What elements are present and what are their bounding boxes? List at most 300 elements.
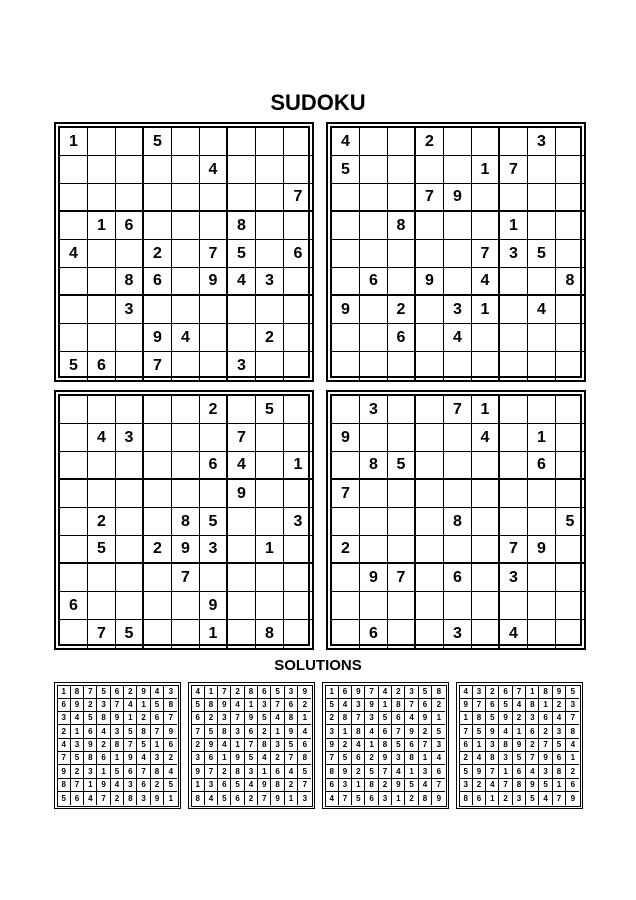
solution-given-cell: 9 [231, 752, 244, 765]
puzzle-empty-cell[interactable] [284, 212, 312, 240]
puzzle-empty-cell[interactable] [172, 452, 200, 480]
puzzle-empty-cell[interactable] [556, 452, 584, 480]
puzzle-given-cell: 3 [228, 352, 256, 380]
puzzle-given-cell: 6 [284, 240, 312, 268]
puzzle-empty-cell[interactable] [416, 536, 444, 564]
puzzle-empty-cell[interactable] [172, 592, 200, 620]
puzzle-empty-cell[interactable] [388, 508, 416, 536]
solution-given-cell: 1 [473, 739, 486, 752]
puzzle-empty-cell[interactable] [416, 324, 444, 352]
solution-given-cell: 6 [432, 765, 445, 778]
puzzle-empty-cell[interactable] [144, 480, 172, 508]
puzzle-empty-cell[interactable] [200, 424, 228, 452]
puzzle-empty-cell[interactable] [556, 184, 584, 212]
puzzle-empty-cell[interactable] [556, 296, 584, 324]
puzzle-given-cell: 6 [360, 268, 388, 296]
puzzle-empty-cell[interactable] [60, 452, 88, 480]
puzzle-empty-cell[interactable] [528, 620, 556, 648]
puzzle-empty-cell[interactable] [500, 268, 528, 296]
solution-given-cell: 2 [499, 792, 512, 805]
puzzle-empty-cell[interactable] [556, 536, 584, 564]
puzzle-given-cell: 9 [228, 480, 256, 508]
puzzle-empty-cell[interactable] [444, 268, 472, 296]
puzzle-empty-cell[interactable] [360, 508, 388, 536]
solution-given-cell: 8 [151, 765, 164, 778]
puzzle-empty-cell[interactable] [556, 424, 584, 452]
puzzle-empty-cell[interactable] [60, 268, 88, 296]
puzzle-empty-cell[interactable] [116, 352, 144, 380]
puzzle-empty-cell[interactable] [388, 352, 416, 380]
puzzle-empty-cell[interactable] [360, 240, 388, 268]
puzzle-empty-cell[interactable] [172, 480, 200, 508]
puzzle-empty-cell[interactable] [500, 424, 528, 452]
puzzle-empty-cell[interactable] [60, 536, 88, 564]
puzzle-empty-cell[interactable] [172, 424, 200, 452]
solution-given-cell: 1 [192, 779, 205, 792]
puzzle-empty-cell[interactable] [144, 424, 172, 452]
puzzle-empty-cell[interactable] [256, 128, 284, 156]
puzzle-empty-cell[interactable] [228, 184, 256, 212]
puzzle-empty-cell[interactable] [360, 296, 388, 324]
puzzle-empty-cell[interactable] [472, 480, 500, 508]
puzzle-empty-cell[interactable] [528, 564, 556, 592]
puzzle-empty-cell[interactable] [500, 508, 528, 536]
puzzle-empty-cell[interactable] [360, 212, 388, 240]
puzzle-empty-cell[interactable] [388, 184, 416, 212]
puzzle-empty-cell[interactable] [332, 592, 360, 620]
puzzle-empty-cell[interactable] [528, 184, 556, 212]
solution-given-cell: 7 [339, 792, 352, 805]
puzzle-empty-cell[interactable] [444, 352, 472, 380]
solution-given-cell: 1 [124, 712, 137, 725]
puzzle-empty-cell[interactable] [60, 296, 88, 324]
solution-given-cell: 6 [58, 699, 71, 712]
puzzle-given-cell: 7 [500, 156, 528, 184]
puzzle-empty-cell[interactable] [472, 508, 500, 536]
puzzle-empty-cell[interactable] [116, 452, 144, 480]
puzzle-empty-cell[interactable] [388, 536, 416, 564]
puzzle-empty-cell[interactable] [228, 128, 256, 156]
puzzle-given-cell: 5 [528, 240, 556, 268]
solution-given-cell: 1 [258, 765, 271, 778]
solution-given-cell: 4 [553, 712, 566, 725]
puzzle-empty-cell[interactable] [144, 508, 172, 536]
puzzle-empty-cell[interactable] [200, 128, 228, 156]
puzzle-empty-cell[interactable] [444, 240, 472, 268]
puzzle-empty-cell[interactable] [416, 592, 444, 620]
puzzle-empty-cell[interactable] [528, 508, 556, 536]
puzzle-empty-cell[interactable] [200, 184, 228, 212]
puzzle-empty-cell[interactable] [144, 564, 172, 592]
puzzle-empty-cell[interactable] [284, 424, 312, 452]
puzzle-empty-cell[interactable] [256, 156, 284, 184]
puzzle-empty-cell[interactable] [416, 424, 444, 452]
puzzle-empty-cell[interactable] [500, 452, 528, 480]
solution-given-cell: 1 [499, 765, 512, 778]
solution-given-cell: 3 [460, 779, 473, 792]
puzzle-given-cell: 8 [556, 268, 584, 296]
solution-given-cell: 2 [352, 765, 365, 778]
solution-given-cell: 5 [553, 739, 566, 752]
puzzle-given-cell: 1 [256, 536, 284, 564]
puzzle-empty-cell[interactable] [332, 212, 360, 240]
puzzle-empty-cell[interactable] [256, 352, 284, 380]
puzzle-given-cell: 7 [172, 564, 200, 592]
puzzle-empty-cell[interactable] [388, 268, 416, 296]
puzzle-empty-cell[interactable] [416, 240, 444, 268]
puzzle-empty-cell[interactable] [416, 452, 444, 480]
puzzle-empty-cell[interactable] [172, 296, 200, 324]
solution-given-cell: 4 [245, 779, 258, 792]
puzzle-empty-cell[interactable] [256, 424, 284, 452]
puzzle-empty-cell[interactable] [556, 592, 584, 620]
puzzle-empty-cell[interactable] [332, 508, 360, 536]
puzzle-empty-cell[interactable] [228, 396, 256, 424]
puzzle-empty-cell[interactable] [284, 564, 312, 592]
puzzle-empty-cell[interactable] [144, 212, 172, 240]
puzzle-empty-cell[interactable] [472, 352, 500, 380]
puzzle-empty-cell[interactable] [284, 480, 312, 508]
solution-given-cell: 3 [205, 779, 218, 792]
puzzle-empty-cell[interactable] [556, 396, 584, 424]
puzzle-empty-cell[interactable] [500, 592, 528, 620]
solution-given-cell: 4 [460, 686, 473, 699]
solution-given-cell: 5 [245, 752, 258, 765]
puzzle-empty-cell[interactable] [416, 212, 444, 240]
puzzle-empty-cell[interactable] [472, 128, 500, 156]
puzzle-empty-cell[interactable] [60, 424, 88, 452]
solution-given-cell: 6 [352, 752, 365, 765]
puzzle-empty-cell[interactable] [144, 592, 172, 620]
puzzle-empty-cell[interactable] [228, 592, 256, 620]
puzzle-empty-cell[interactable] [172, 212, 200, 240]
puzzle-empty-cell[interactable] [144, 396, 172, 424]
solution-given-cell: 1 [460, 712, 473, 725]
puzzle-empty-cell[interactable] [144, 620, 172, 648]
puzzle-given-cell: 4 [444, 324, 472, 352]
puzzle-empty-cell[interactable] [360, 592, 388, 620]
puzzle-empty-cell[interactable] [556, 128, 584, 156]
puzzle-empty-cell[interactable] [500, 324, 528, 352]
puzzle-empty-cell[interactable] [528, 268, 556, 296]
puzzle-empty-cell[interactable] [172, 396, 200, 424]
puzzle-empty-cell[interactable] [332, 352, 360, 380]
puzzle-empty-cell[interactable] [256, 508, 284, 536]
puzzle-empty-cell[interactable] [284, 128, 312, 156]
puzzle-empty-cell[interactable] [360, 184, 388, 212]
puzzle-empty-cell[interactable] [416, 508, 444, 536]
puzzle-empty-cell[interactable] [388, 480, 416, 508]
solution-given-cell: 9 [258, 779, 271, 792]
puzzle-empty-cell[interactable] [60, 564, 88, 592]
puzzle-empty-cell[interactable] [284, 536, 312, 564]
puzzle-empty-cell[interactable] [256, 296, 284, 324]
puzzle-empty-cell[interactable] [172, 128, 200, 156]
puzzle-empty-cell[interactable] [444, 128, 472, 156]
puzzle-empty-cell[interactable] [556, 212, 584, 240]
puzzle-empty-cell[interactable] [556, 240, 584, 268]
puzzle-empty-cell[interactable] [144, 452, 172, 480]
puzzle-given-cell: 7 [416, 184, 444, 212]
puzzle-empty-cell[interactable] [256, 452, 284, 480]
puzzle-empty-cell[interactable] [472, 324, 500, 352]
puzzle-empty-cell[interactable] [388, 620, 416, 648]
puzzle-given-cell: 4 [60, 240, 88, 268]
puzzle-empty-cell[interactable] [116, 536, 144, 564]
solution-given-cell: 4 [285, 765, 298, 778]
puzzle-empty-cell[interactable] [88, 452, 116, 480]
puzzle-empty-cell[interactable] [360, 424, 388, 452]
puzzle-empty-cell[interactable] [256, 212, 284, 240]
puzzle-given-cell: 7 [444, 396, 472, 424]
puzzle-empty-cell[interactable] [556, 480, 584, 508]
puzzle-given-cell: 8 [116, 268, 144, 296]
solution-given-cell: 9 [151, 792, 164, 805]
solution-given-cell: 9 [553, 686, 566, 699]
puzzle-empty-cell[interactable] [360, 352, 388, 380]
puzzle-empty-cell[interactable] [444, 212, 472, 240]
puzzle-empty-cell[interactable] [144, 184, 172, 212]
puzzle-empty-cell[interactable] [416, 480, 444, 508]
puzzle-empty-cell[interactable] [556, 156, 584, 184]
puzzle-empty-cell[interactable] [116, 240, 144, 268]
puzzle-given-cell: 5 [228, 240, 256, 268]
puzzle-empty-cell[interactable] [116, 508, 144, 536]
puzzle-empty-cell[interactable] [444, 480, 472, 508]
puzzle-given-cell: 6 [360, 620, 388, 648]
puzzle-empty-cell[interactable] [360, 128, 388, 156]
puzzle-empty-cell[interactable] [284, 156, 312, 184]
puzzle-empty-cell[interactable] [200, 352, 228, 380]
solution-given-cell: 3 [566, 699, 579, 712]
puzzle-empty-cell[interactable] [472, 564, 500, 592]
puzzle-empty-cell[interactable] [472, 452, 500, 480]
puzzle-empty-cell[interactable] [60, 620, 88, 648]
puzzle-empty-cell[interactable] [200, 480, 228, 508]
puzzle-empty-cell[interactable] [284, 296, 312, 324]
puzzle-given-cell: 3 [360, 396, 388, 424]
puzzle-empty-cell[interactable] [88, 480, 116, 508]
puzzle-empty-cell[interactable] [60, 324, 88, 352]
puzzle-empty-cell[interactable] [116, 396, 144, 424]
puzzle-empty-cell[interactable] [556, 620, 584, 648]
puzzle-empty-cell[interactable] [88, 240, 116, 268]
puzzle-empty-cell[interactable] [360, 156, 388, 184]
puzzle-empty-cell[interactable] [200, 296, 228, 324]
puzzle-empty-cell[interactable] [444, 424, 472, 452]
solution-given-cell: 9 [58, 765, 71, 778]
puzzle-empty-cell[interactable] [500, 396, 528, 424]
puzzle-empty-cell[interactable] [360, 536, 388, 564]
puzzle-empty-cell[interactable] [388, 156, 416, 184]
solution-given-cell: 6 [392, 712, 405, 725]
puzzle-empty-cell[interactable] [284, 620, 312, 648]
puzzle-empty-cell[interactable] [228, 508, 256, 536]
puzzle-empty-cell[interactable] [416, 352, 444, 380]
puzzle-empty-cell[interactable] [388, 128, 416, 156]
solution-given-cell: 8 [71, 686, 84, 699]
puzzle-given-cell: 4 [200, 156, 228, 184]
puzzle-given-cell: 2 [144, 536, 172, 564]
puzzle-empty-cell[interactable] [116, 128, 144, 156]
solution-given-cell: 3 [111, 725, 124, 738]
puzzle-empty-cell[interactable] [528, 396, 556, 424]
puzzle-empty-cell[interactable] [388, 592, 416, 620]
puzzle-empty-cell[interactable] [228, 324, 256, 352]
puzzle-empty-cell[interactable] [172, 156, 200, 184]
solution-given-cell: 8 [526, 699, 539, 712]
puzzle-empty-cell[interactable] [472, 620, 500, 648]
puzzle-empty-cell[interactable] [172, 352, 200, 380]
puzzle-empty-cell[interactable] [284, 352, 312, 380]
puzzle-empty-cell[interactable] [88, 396, 116, 424]
puzzle-empty-cell[interactable] [228, 620, 256, 648]
puzzle-empty-cell[interactable] [500, 184, 528, 212]
puzzle-empty-cell[interactable] [144, 156, 172, 184]
puzzle-empty-cell[interactable] [256, 564, 284, 592]
solution-given-cell: 5 [151, 699, 164, 712]
puzzle-empty-cell[interactable] [444, 592, 472, 620]
puzzle-empty-cell[interactable] [60, 396, 88, 424]
puzzle-empty-cell[interactable] [284, 268, 312, 296]
puzzle-given-cell: 1 [60, 128, 88, 156]
puzzle-empty-cell[interactable] [500, 352, 528, 380]
puzzle-empty-cell[interactable] [228, 536, 256, 564]
puzzle-empty-cell[interactable] [388, 240, 416, 268]
puzzle-empty-cell[interactable] [256, 240, 284, 268]
solution-given-cell: 7 [539, 739, 552, 752]
puzzle-empty-cell[interactable] [388, 424, 416, 452]
solution-given-cell: 3 [419, 765, 432, 778]
puzzle-empty-cell[interactable] [332, 184, 360, 212]
puzzle-empty-cell[interactable] [332, 324, 360, 352]
puzzle-empty-cell[interactable] [88, 592, 116, 620]
puzzle-empty-cell[interactable] [88, 268, 116, 296]
puzzle-empty-cell[interactable] [416, 564, 444, 592]
puzzle-empty-cell[interactable] [388, 396, 416, 424]
puzzle-empty-cell[interactable] [500, 480, 528, 508]
puzzle-empty-cell[interactable] [332, 240, 360, 268]
puzzle-empty-cell[interactable] [116, 564, 144, 592]
puzzle-empty-cell[interactable] [332, 452, 360, 480]
puzzle-empty-cell[interactable] [500, 296, 528, 324]
puzzle-empty-cell[interactable] [556, 324, 584, 352]
puzzle-empty-cell[interactable] [472, 592, 500, 620]
puzzle-empty-cell[interactable] [444, 536, 472, 564]
puzzle-empty-cell[interactable] [60, 508, 88, 536]
solution-given-cell: 1 [168, 793, 174, 803]
puzzle-empty-cell[interactable] [200, 212, 228, 240]
puzzle-empty-cell[interactable] [60, 184, 88, 212]
solution-given-cell: 6 [71, 792, 84, 805]
puzzle-empty-cell[interactable] [60, 212, 88, 240]
puzzle-empty-cell[interactable] [284, 396, 312, 424]
puzzle-given-cell: 5 [256, 396, 284, 424]
puzzle-given-cell: 4 [88, 424, 116, 452]
puzzle-empty-cell[interactable] [416, 296, 444, 324]
puzzle-empty-cell[interactable] [528, 156, 556, 184]
puzzle-empty-cell[interactable] [88, 324, 116, 352]
puzzle-empty-cell[interactable] [60, 480, 88, 508]
puzzle-empty-cell[interactable] [500, 128, 528, 156]
solution-given-cell: 3 [352, 699, 365, 712]
puzzle-empty-cell[interactable] [444, 156, 472, 184]
puzzle-empty-cell[interactable] [472, 212, 500, 240]
puzzle-empty-cell[interactable] [444, 452, 472, 480]
puzzle-empty-cell[interactable] [200, 324, 228, 352]
puzzle-given-cell: 9 [528, 536, 556, 564]
puzzle-empty-cell[interactable] [284, 324, 312, 352]
puzzle-empty-cell[interactable] [172, 620, 200, 648]
puzzle-empty-cell[interactable] [116, 156, 144, 184]
solution-given-cell: 9 [205, 739, 218, 752]
puzzle-empty-cell[interactable] [528, 592, 556, 620]
puzzle-empty-cell[interactable] [116, 592, 144, 620]
puzzle-empty-cell[interactable] [172, 268, 200, 296]
puzzle-empty-cell[interactable] [332, 396, 360, 424]
puzzle-empty-cell[interactable] [88, 184, 116, 212]
solution-3 [322, 682, 449, 809]
puzzle-empty-cell[interactable] [60, 156, 88, 184]
puzzle-empty-cell[interactable] [528, 480, 556, 508]
solution-given-cell: 5 [218, 792, 231, 805]
puzzle-given-cell: 7 [388, 564, 416, 592]
solution-given-cell: 6 [124, 765, 137, 778]
puzzle-empty-cell[interactable] [472, 184, 500, 212]
puzzle-empty-cell[interactable] [88, 156, 116, 184]
puzzle-empty-cell[interactable] [556, 352, 584, 380]
solution-given-cell: 4 [218, 739, 231, 752]
puzzle-empty-cell[interactable] [284, 592, 312, 620]
puzzle-empty-cell[interactable] [228, 156, 256, 184]
puzzle-empty-cell[interactable] [416, 620, 444, 648]
puzzle-empty-cell[interactable] [528, 212, 556, 240]
puzzle-empty-cell[interactable] [88, 128, 116, 156]
puzzle-empty-cell[interactable] [416, 156, 444, 184]
puzzle-empty-cell[interactable] [556, 564, 584, 592]
solution-given-cell: 5 [231, 779, 244, 792]
puzzle-empty-cell[interactable] [116, 184, 144, 212]
puzzle-empty-cell[interactable] [332, 268, 360, 296]
puzzle-empty-cell[interactable] [256, 592, 284, 620]
puzzle-empty-cell[interactable] [256, 184, 284, 212]
puzzle-empty-cell[interactable] [88, 296, 116, 324]
puzzle-empty-cell[interactable] [360, 480, 388, 508]
puzzle-empty-cell[interactable] [88, 564, 116, 592]
puzzle-given-cell: 7 [500, 536, 528, 564]
puzzle-empty-cell[interactable] [360, 324, 388, 352]
puzzle-empty-cell[interactable] [256, 480, 284, 508]
puzzle-empty-cell[interactable] [144, 296, 172, 324]
puzzle-empty-cell[interactable] [116, 324, 144, 352]
puzzle-empty-cell[interactable] [528, 324, 556, 352]
solution-given-cell: 2 [258, 725, 271, 738]
solution-given-cell: 3 [473, 686, 486, 699]
puzzle-empty-cell[interactable] [200, 564, 228, 592]
puzzle-empty-cell[interactable] [228, 296, 256, 324]
puzzle-empty-cell[interactable] [172, 184, 200, 212]
puzzle-empty-cell[interactable] [472, 536, 500, 564]
puzzle-empty-cell[interactable] [528, 352, 556, 380]
puzzle-empty-cell[interactable] [332, 564, 360, 592]
puzzle-empty-cell[interactable] [172, 240, 200, 268]
solution-given-cell: 2 [71, 765, 84, 778]
puzzle-empty-cell[interactable] [228, 564, 256, 592]
solutions-title: SOLUTIONS [274, 657, 362, 674]
puzzle-empty-cell[interactable] [416, 396, 444, 424]
puzzle-empty-cell[interactable] [116, 480, 144, 508]
puzzle-empty-cell[interactable] [332, 620, 360, 648]
